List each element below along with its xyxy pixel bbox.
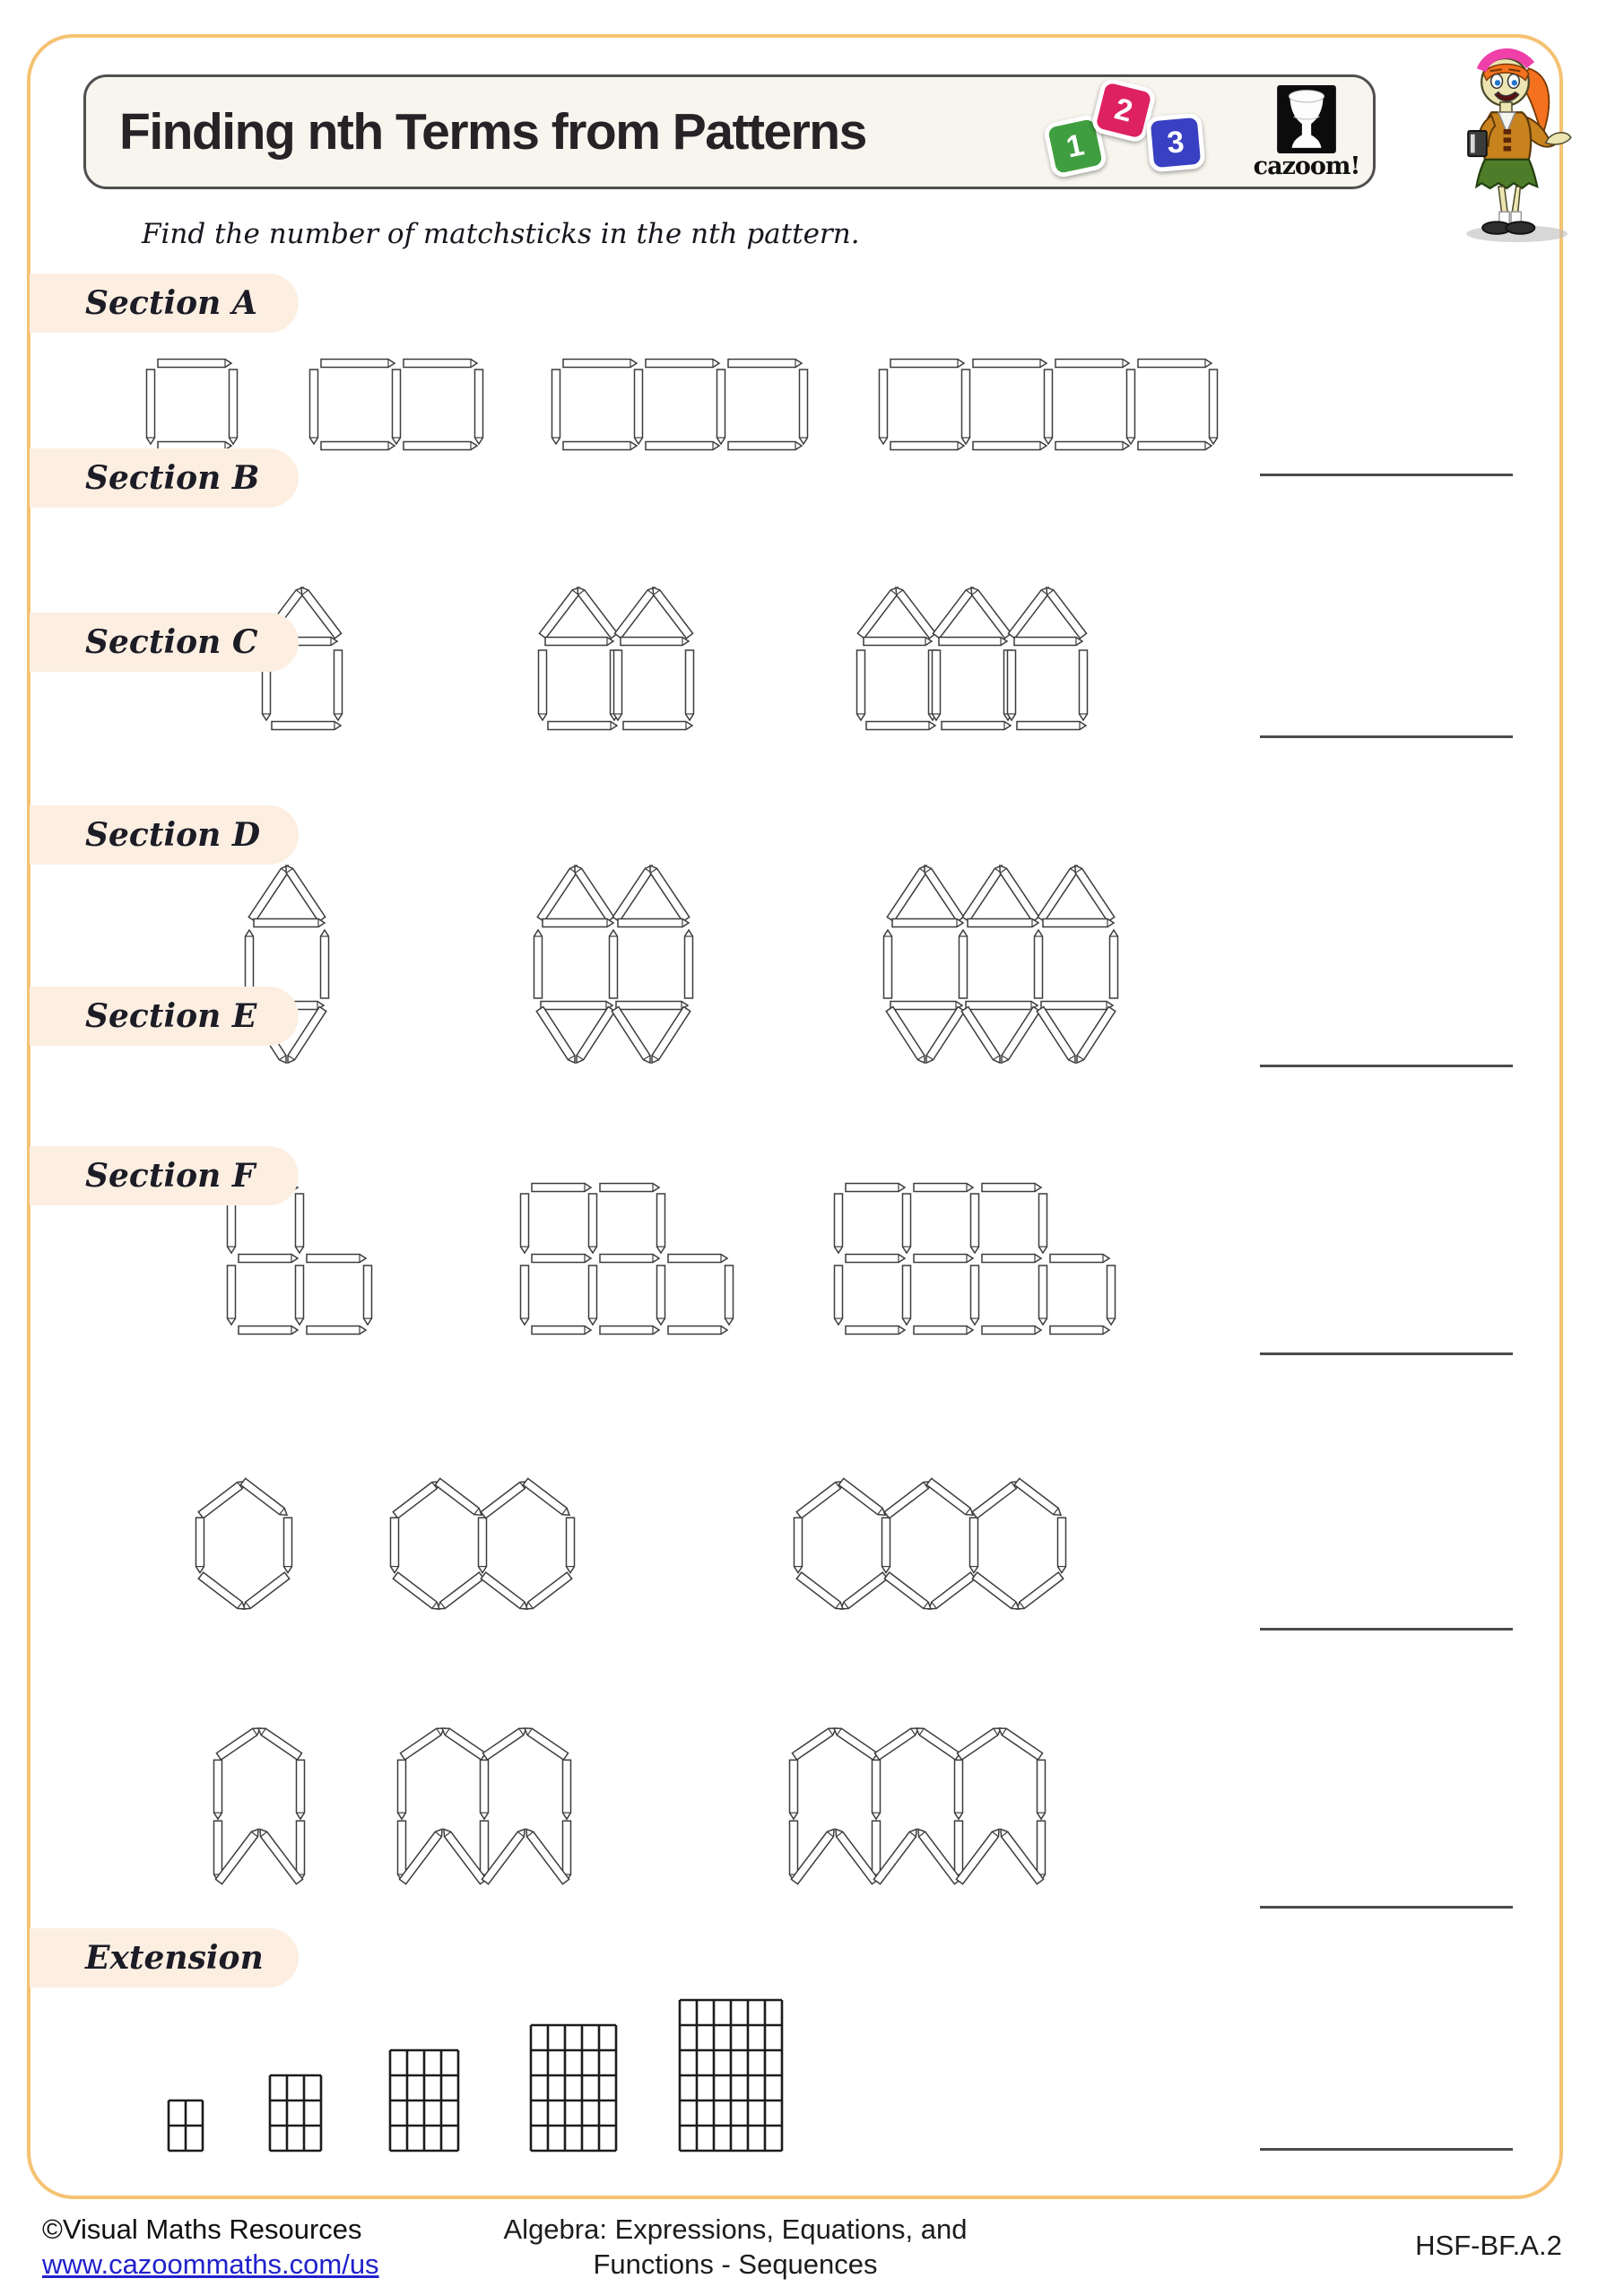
pattern-figure xyxy=(521,1184,734,1335)
pattern-figure xyxy=(214,1725,305,1883)
footer-copyright: ©Visual Maths Resources xyxy=(42,2213,362,2245)
section-header xyxy=(30,805,299,865)
pattern-figure xyxy=(790,1725,1046,1883)
pattern-figure xyxy=(835,1184,1116,1335)
pattern-figure xyxy=(398,1725,571,1883)
pattern-figure xyxy=(880,360,1218,450)
pattern-figure xyxy=(857,585,1088,729)
page-title: Finding nth Terms from Patterns xyxy=(119,103,866,161)
answer-line[interactable] xyxy=(1260,1352,1513,1355)
pattern-figure xyxy=(228,1184,372,1335)
section-label: Extension xyxy=(85,1939,264,1977)
pattern-figure xyxy=(147,360,238,450)
pattern-figure xyxy=(795,1478,1066,1612)
answer-line[interactable] xyxy=(1260,474,1513,476)
section-header xyxy=(30,987,299,1046)
footer-topic xyxy=(430,2212,1040,2282)
cazoom-brand: cazoom! xyxy=(1253,152,1360,180)
pattern-figure xyxy=(531,2025,616,2151)
answer-line[interactable] xyxy=(1260,1628,1513,1631)
pattern-figure xyxy=(169,2100,203,2151)
number-block-1: 1 xyxy=(1042,113,1108,179)
footer-topic-line2: Functions - Sequences xyxy=(593,2248,878,2280)
pattern-figure xyxy=(310,360,483,450)
section-label: Section C xyxy=(85,623,258,661)
footer-topic-line1: Algebra: Expressions, Equations, and xyxy=(503,2213,968,2245)
pattern-figure xyxy=(390,2050,458,2151)
section-header xyxy=(30,613,299,672)
pattern-figure xyxy=(534,864,693,1065)
answer-line[interactable] xyxy=(1260,2148,1513,2151)
section-label: Section A xyxy=(85,284,257,322)
answer-line[interactable] xyxy=(1260,1906,1513,1909)
section-label: Section B xyxy=(85,459,260,497)
pattern-figure xyxy=(539,585,694,729)
section-label: Section F xyxy=(85,1157,256,1195)
instruction-text: Find the number of matchsticks in the nth pattern. xyxy=(142,218,860,250)
section-label: Section D xyxy=(85,816,261,854)
pattern-figure xyxy=(680,2000,782,2151)
pattern-figure xyxy=(884,864,1118,1065)
footer-copyright-block xyxy=(42,2212,379,2282)
pattern-figure xyxy=(552,360,808,450)
number-block-2: 2 xyxy=(1090,76,1157,144)
section-header xyxy=(30,1146,299,1205)
footer-code: HSF-BF.A.2 xyxy=(1415,2230,1562,2261)
number-block-3: 3 xyxy=(1145,112,1205,172)
section-header xyxy=(30,1928,299,1987)
section-header xyxy=(30,274,299,333)
pattern-figure xyxy=(270,2075,321,2151)
answer-line[interactable] xyxy=(1260,1065,1513,1067)
footer-link[interactable]: www.cazoommaths.com/us xyxy=(42,2248,379,2280)
section-header xyxy=(30,448,299,508)
pattern-figure xyxy=(196,1478,292,1612)
pattern-figure xyxy=(391,1478,575,1612)
answer-line[interactable] xyxy=(1260,735,1513,738)
section-label: Section E xyxy=(85,997,257,1035)
